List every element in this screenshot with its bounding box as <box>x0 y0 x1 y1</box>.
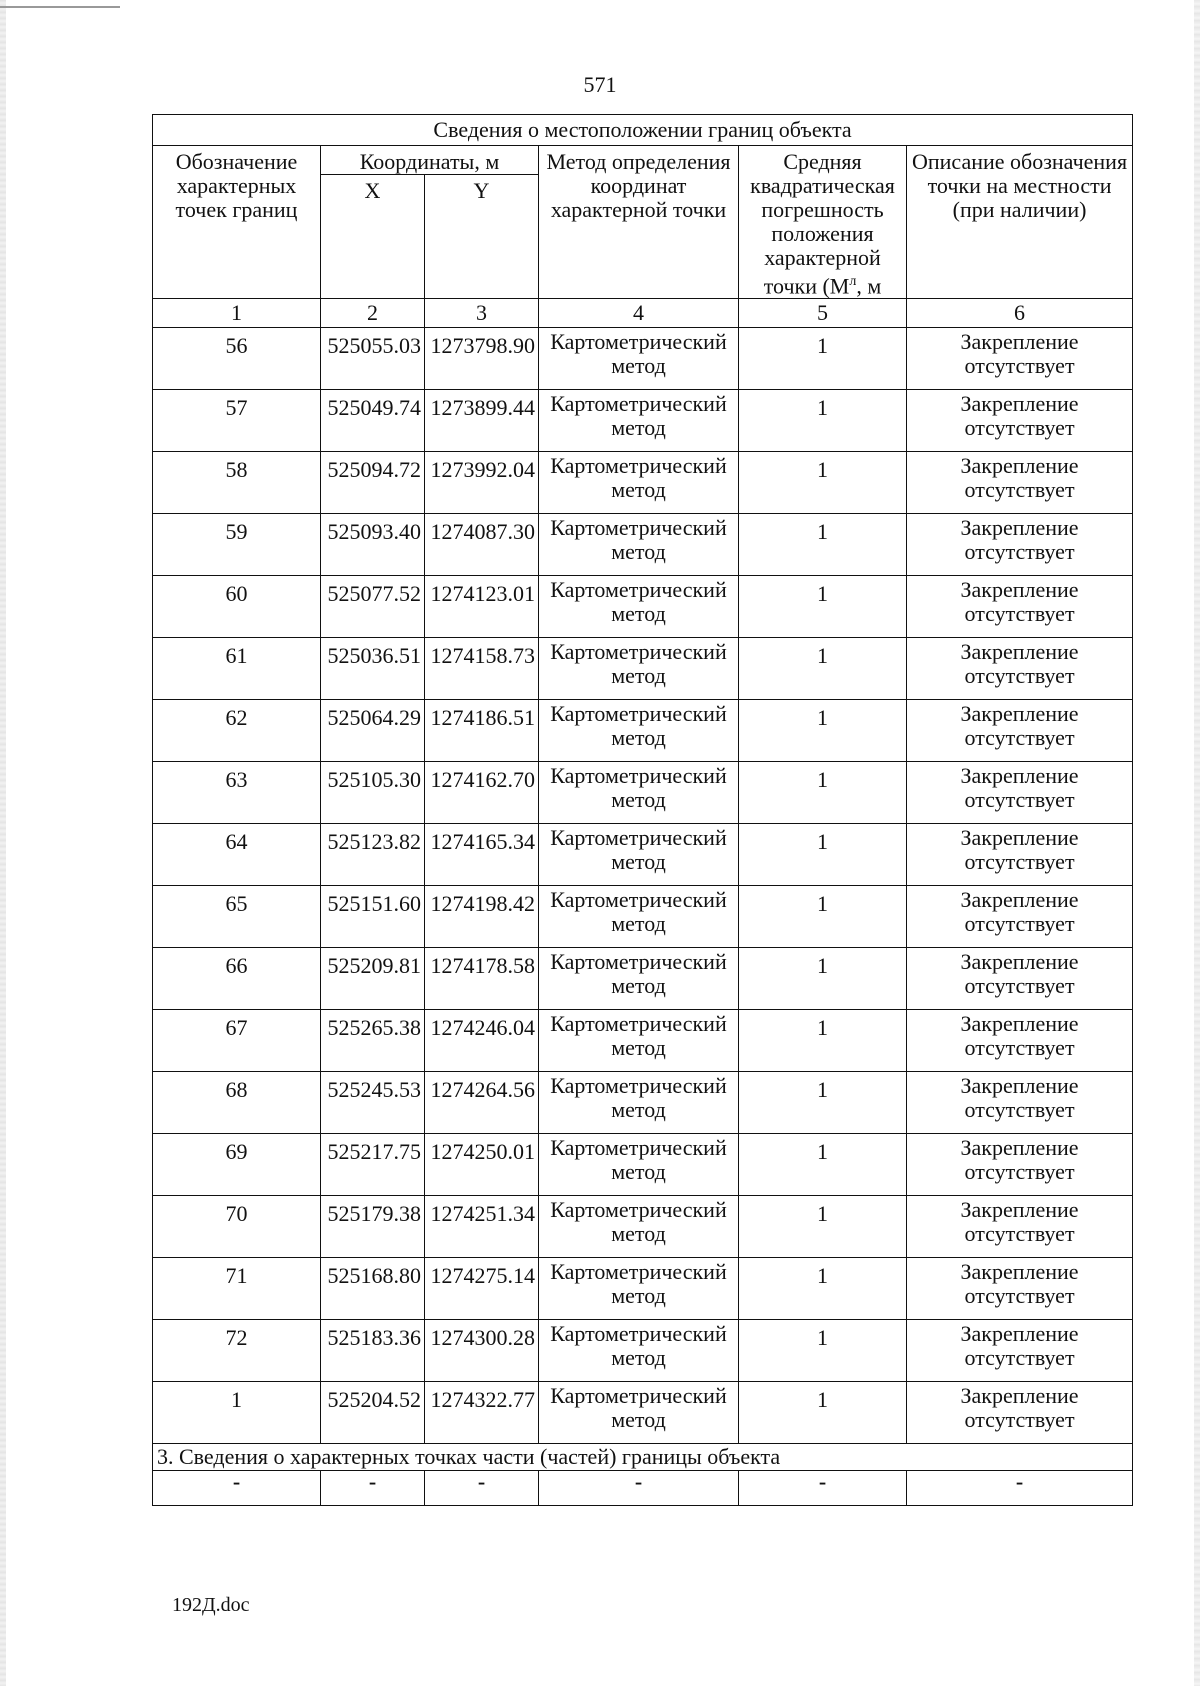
table-row <box>153 886 1133 948</box>
method-cell: Картометрический метод <box>539 514 739 576</box>
method-cell: Картометрический метод <box>539 700 739 762</box>
accuracy-cell: 1 <box>739 948 907 1010</box>
point-cell: 56 <box>153 328 321 390</box>
y-cell: 1273992.04 <box>425 452 539 514</box>
description-cell: Закрепление отсутствует <box>907 1072 1133 1134</box>
scan-edge-right <box>1194 0 1200 1686</box>
description-cell: Закрепление отсутствует <box>907 700 1133 762</box>
x-cell: 525036.51 <box>321 638 425 700</box>
table-row <box>153 328 1133 390</box>
scan-edge-left <box>0 0 6 1686</box>
table-row <box>153 700 1133 762</box>
dash-cell: - <box>907 1471 1133 1506</box>
dash-cell: - <box>153 1471 321 1506</box>
point-cell: 68 <box>153 1072 321 1134</box>
y-cell: 1274264.56 <box>425 1072 539 1134</box>
point-cell: 67 <box>153 1010 321 1072</box>
accuracy-cell: 1 <box>739 1258 907 1320</box>
x-cell: 525179.38 <box>321 1196 425 1258</box>
description-cell: Закрепление отсутствует <box>907 514 1133 576</box>
header-coords: Координаты, м <box>321 146 539 175</box>
point-cell: 60 <box>153 576 321 638</box>
x-cell: 525245.53 <box>321 1072 425 1134</box>
header-accuracy-text: Средняя квадратическая погрешность положения характерной точки (М <box>750 149 895 299</box>
accuracy-cell: 1 <box>739 576 907 638</box>
point-cell: 58 <box>153 452 321 514</box>
description-cell: Закрепление отсутствует <box>907 1010 1133 1072</box>
table-row <box>153 1072 1133 1134</box>
y-cell: 1274251.34 <box>425 1196 539 1258</box>
y-cell: 1274123.01 <box>425 576 539 638</box>
table-row <box>153 1258 1133 1320</box>
description-cell: Закрепление отсутствует <box>907 576 1133 638</box>
table-row <box>153 948 1133 1010</box>
description-cell: Закрепление отсутствует <box>907 1258 1133 1320</box>
point-cell: 66 <box>153 948 321 1010</box>
description-cell: Закрепление отсутствует <box>907 1196 1133 1258</box>
method-cell: Картометрический метод <box>539 886 739 948</box>
dash-cell: - <box>425 1471 539 1506</box>
y-cell: 1274322.77 <box>425 1382 539 1444</box>
accuracy-cell: 1 <box>739 1196 907 1258</box>
method-cell: Картометрический метод <box>539 1010 739 1072</box>
x-cell: 525183.36 <box>321 1320 425 1382</box>
table-row <box>153 1134 1133 1196</box>
point-cell: 61 <box>153 638 321 700</box>
column-number-row <box>153 299 1133 328</box>
accuracy-cell: 1 <box>739 514 907 576</box>
header-point: Обозначение характерных точек границ <box>153 146 321 299</box>
y-cell: 1274162.70 <box>425 762 539 824</box>
x-cell: 525168.80 <box>321 1258 425 1320</box>
method-cell: Картометрический метод <box>539 948 739 1010</box>
table-row <box>153 638 1133 700</box>
accuracy-cell: 1 <box>739 824 907 886</box>
x-cell: 525049.74 <box>321 390 425 452</box>
column-number: 3 <box>425 299 539 328</box>
accuracy-cell: 1 <box>739 1320 907 1382</box>
description-cell: Закрепление отсутствует <box>907 886 1133 948</box>
boundary-table-wrapper <box>152 114 1132 1506</box>
point-cell: 57 <box>153 390 321 452</box>
column-number: 6 <box>907 299 1133 328</box>
accuracy-cell: 1 <box>739 1072 907 1134</box>
header-accuracy-unit: , м <box>856 273 882 299</box>
method-cell: Картометрический метод <box>539 1072 739 1134</box>
header-accuracy-sup: л <box>849 274 857 289</box>
y-cell: 1274275.14 <box>425 1258 539 1320</box>
table-row <box>153 1196 1133 1258</box>
x-cell: 525265.38 <box>321 1010 425 1072</box>
header-accuracy <box>739 146 907 299</box>
table-row <box>153 1382 1133 1444</box>
method-cell: Картометрический метод <box>539 638 739 700</box>
dash-cell: - <box>539 1471 739 1506</box>
section3-dash-row <box>153 1471 1133 1506</box>
column-number: 4 <box>539 299 739 328</box>
table-row <box>153 452 1133 514</box>
description-cell: Закрепление отсутствует <box>907 1320 1133 1382</box>
description-cell: Закрепление отсутствует <box>907 824 1133 886</box>
accuracy-cell: 1 <box>739 700 907 762</box>
y-cell: 1274186.51 <box>425 700 539 762</box>
method-cell: Картометрический метод <box>539 1382 739 1444</box>
point-cell: 72 <box>153 1320 321 1382</box>
dash-cell: - <box>321 1471 425 1506</box>
header-method: Метод определения координат характерной точки <box>539 146 739 299</box>
y-cell: 1273899.44 <box>425 390 539 452</box>
description-cell: Закрепление отсутствует <box>907 390 1133 452</box>
y-cell: 1273798.90 <box>425 328 539 390</box>
y-cell: 1274198.42 <box>425 886 539 948</box>
y-cell: 1274178.58 <box>425 948 539 1010</box>
method-cell: Картометрический метод <box>539 824 739 886</box>
accuracy-cell: 1 <box>739 390 907 452</box>
accuracy-cell: 1 <box>739 1382 907 1444</box>
accuracy-cell: 1 <box>739 762 907 824</box>
accuracy-cell: 1 <box>739 452 907 514</box>
method-cell: Картометрический метод <box>539 1196 739 1258</box>
table-row <box>153 514 1133 576</box>
top-rule <box>0 6 120 8</box>
point-cell: 63 <box>153 762 321 824</box>
point-cell: 62 <box>153 700 321 762</box>
x-cell: 525209.81 <box>321 948 425 1010</box>
description-cell: Закрепление отсутствует <box>907 328 1133 390</box>
column-number: 1 <box>153 299 321 328</box>
dash-cell: - <box>739 1471 907 1506</box>
table-caption: Сведения о местоположении границ объекта <box>153 115 1133 146</box>
table-row <box>153 762 1133 824</box>
point-cell: 64 <box>153 824 321 886</box>
page-number: 571 <box>583 72 617 97</box>
accuracy-cell: 1 <box>739 638 907 700</box>
description-cell: Закрепление отсутствует <box>907 638 1133 700</box>
method-cell: Картометрический метод <box>539 762 739 824</box>
y-cell: 1274087.30 <box>425 514 539 576</box>
method-cell: Картометрический метод <box>539 1258 739 1320</box>
x-cell: 525217.75 <box>321 1134 425 1196</box>
header-description: Описание обозначения точки на местности (при наличии) <box>907 146 1133 299</box>
boundary-table <box>152 114 1133 1506</box>
column-number: 2 <box>321 299 425 328</box>
x-cell: 525093.40 <box>321 514 425 576</box>
x-cell: 525204.52 <box>321 1382 425 1444</box>
y-cell: 1274165.34 <box>425 824 539 886</box>
section3-row <box>153 1444 1133 1471</box>
point-cell: 65 <box>153 886 321 948</box>
footer-filename: 192Д.doc <box>172 1594 250 1616</box>
x-cell: 525055.03 <box>321 328 425 390</box>
description-cell: Закрепление отсутствует <box>907 762 1133 824</box>
method-cell: Картометрический метод <box>539 390 739 452</box>
table-row <box>153 1320 1133 1382</box>
method-cell: Картометрический метод <box>539 1134 739 1196</box>
method-cell: Картометрический метод <box>539 576 739 638</box>
x-cell: 525123.82 <box>321 824 425 886</box>
method-cell: Картометрический метод <box>539 1320 739 1382</box>
x-cell: 525094.72 <box>321 452 425 514</box>
y-cell: 1274158.73 <box>425 638 539 700</box>
header-y: Y <box>425 175 539 299</box>
x-cell: 525105.30 <box>321 762 425 824</box>
table-row <box>153 576 1133 638</box>
table-body <box>153 328 1133 1444</box>
description-cell: Закрепление отсутствует <box>907 1134 1133 1196</box>
point-cell: 70 <box>153 1196 321 1258</box>
table-row <box>153 390 1133 452</box>
x-cell: 525064.29 <box>321 700 425 762</box>
header-x: X <box>321 175 425 299</box>
accuracy-cell: 1 <box>739 1010 907 1072</box>
column-number: 5 <box>739 299 907 328</box>
table-row <box>153 824 1133 886</box>
point-cell: 69 <box>153 1134 321 1196</box>
y-cell: 1274246.04 <box>425 1010 539 1072</box>
accuracy-cell: 1 <box>739 328 907 390</box>
point-cell: 71 <box>153 1258 321 1320</box>
accuracy-cell: 1 <box>739 886 907 948</box>
y-cell: 1274250.01 <box>425 1134 539 1196</box>
x-cell: 525077.52 <box>321 576 425 638</box>
method-cell: Картометрический метод <box>539 452 739 514</box>
y-cell: 1274300.28 <box>425 1320 539 1382</box>
point-cell: 1 <box>153 1382 321 1444</box>
description-cell: Закрепление отсутствует <box>907 452 1133 514</box>
section3-title: 3. Сведения о характерных точках части (частей) границы объекта <box>153 1444 1133 1471</box>
point-cell: 59 <box>153 514 321 576</box>
description-cell: Закрепление отсутствует <box>907 948 1133 1010</box>
method-cell: Картометрический метод <box>539 328 739 390</box>
x-cell: 525151.60 <box>321 886 425 948</box>
accuracy-cell: 1 <box>739 1134 907 1196</box>
table-row <box>153 1010 1133 1072</box>
description-cell: Закрепление отсутствует <box>907 1382 1133 1444</box>
